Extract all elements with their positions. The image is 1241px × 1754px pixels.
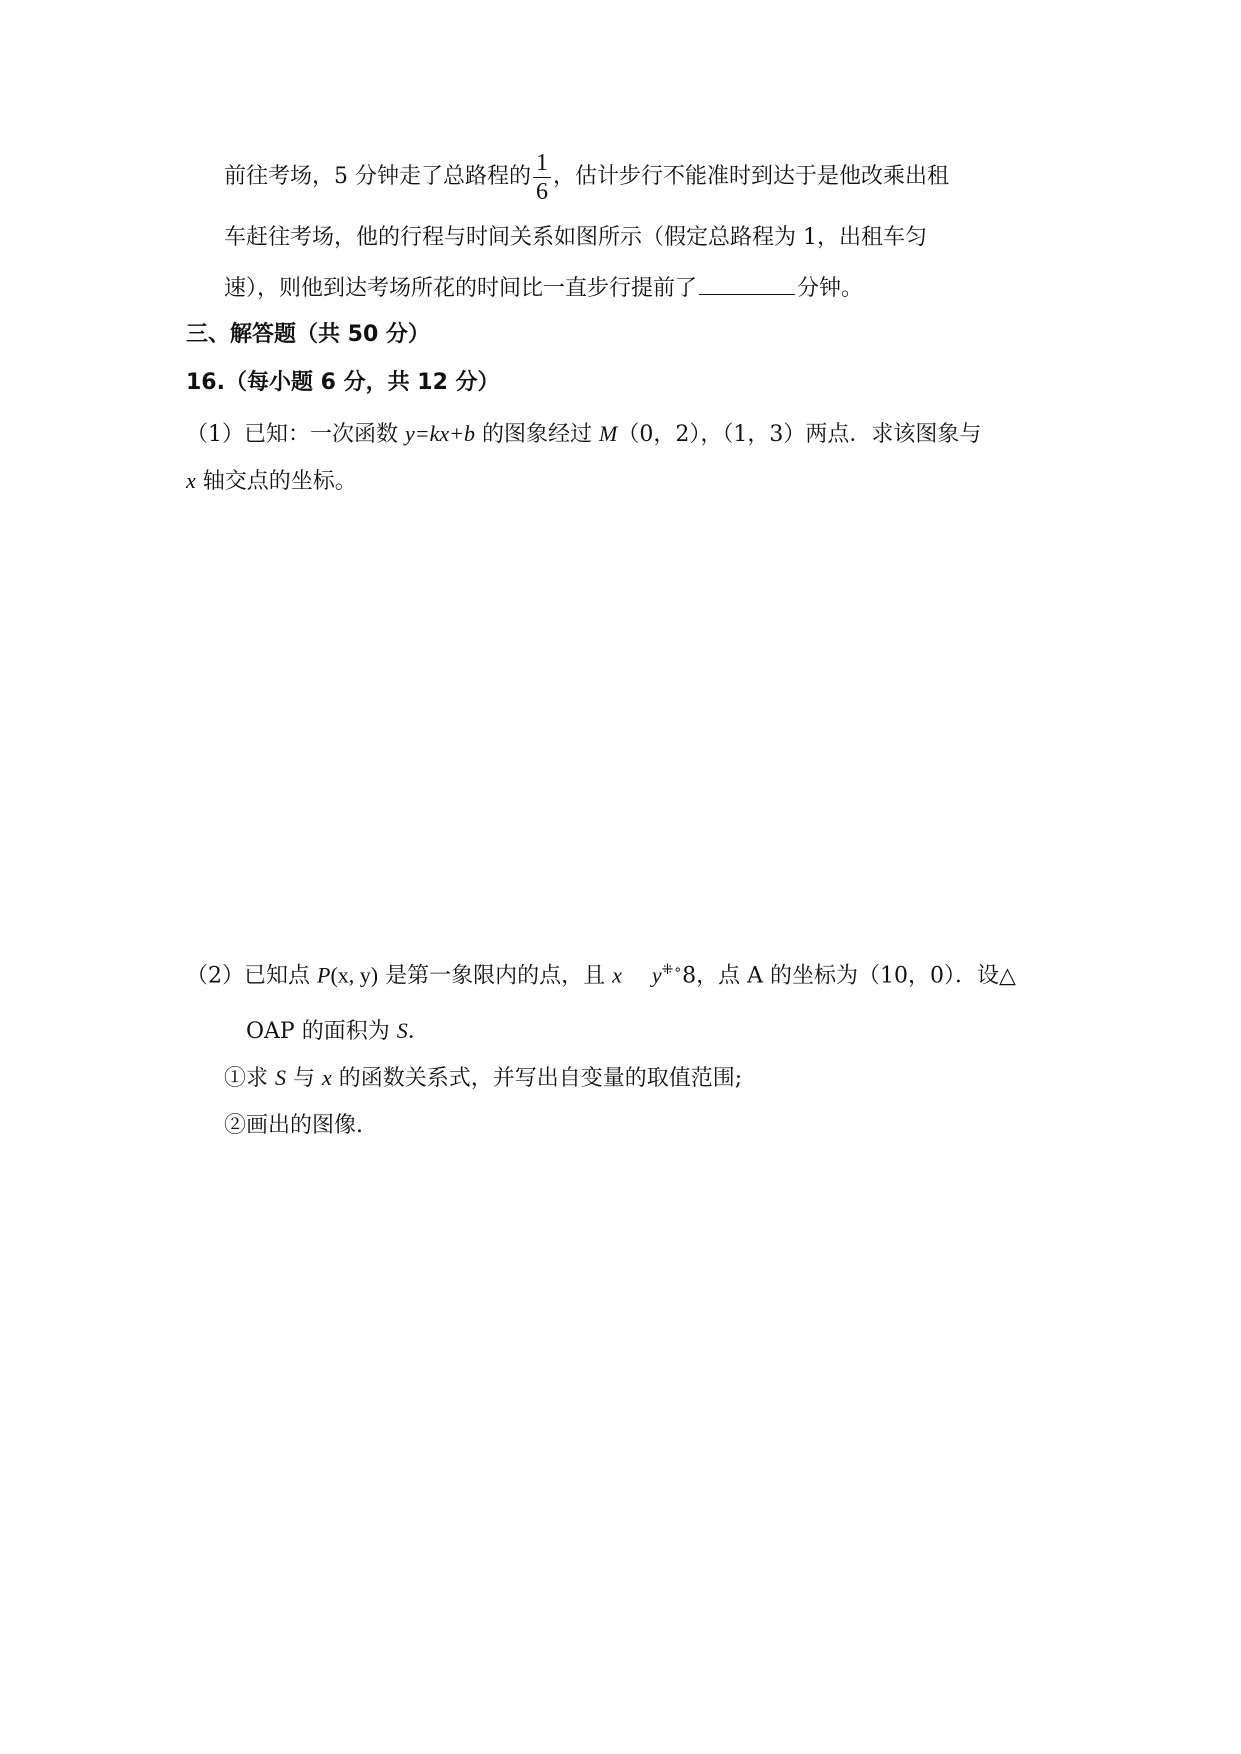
q16-part2-text-b: 是第一象限内的点，且 (378, 963, 613, 989)
q16-part2-item-1-s: S (275, 1065, 286, 1090)
q16-part1-x-var: x (186, 468, 196, 493)
q16-part1-line-2 (186, 466, 357, 497)
q16-part2-item-1-x: x (322, 1065, 332, 1090)
q16-part2-point-args: (x, y) (330, 962, 379, 988)
q15-line-1 (224, 147, 949, 207)
q15-line-1-text-a: 前往考场，5 分钟走了总路程的 (224, 164, 531, 189)
q16-title: 16.（每小题 6 分，共 12 分） (186, 370, 500, 395)
q16-part1-text-a: （1）已知：一次函数 (186, 422, 405, 447)
q16-heading (186, 368, 500, 398)
q16-part1-line-1 (186, 419, 981, 450)
q16-part2-point-p: P (317, 962, 331, 988)
q16-part2-item-2 (224, 1111, 363, 1141)
q16-part2-item-1-b: 与 (286, 1066, 322, 1091)
fraction-numerator: 1 (533, 149, 551, 178)
q16-part2-cond-x: x (612, 962, 622, 988)
q16-part2-item-1 (224, 1063, 742, 1094)
q16-part2-item-1-c: 的函数关系式，并写出自变量的取值范围; (331, 1066, 743, 1091)
section-3-heading (186, 320, 430, 350)
answer-blank (699, 272, 795, 295)
q16-part2-item-2-text: ②画出的图像. (224, 1113, 363, 1138)
q16-part2-text-d: ． (407, 1019, 430, 1044)
q16-part1-point-m: M (599, 421, 618, 446)
q16-part1-text-b: 的图象经过 (475, 422, 599, 447)
q16-part2-cond-y: y (651, 962, 662, 988)
q16-part2-item-1-a: ①求 (224, 1066, 275, 1091)
q16-part2-area-s: S (396, 1018, 408, 1043)
q16-part1-function: y=kx+b (405, 421, 475, 446)
q16-part1-text-c: （0，2），（1，3）两点．求该图象与 (617, 422, 982, 447)
q15-line-2 (224, 223, 927, 253)
q15-line-2-text: 车赶往考场，他的行程与时间关系如图所示（假定总路程为 1，出租车匀 (224, 225, 927, 250)
q16-part1-text-d: 轴交点的坐标。 (195, 469, 357, 494)
section-3-title: 三、解答题（共 50 分） (186, 322, 430, 347)
q16-part2-text-a: （2）已知点 (186, 963, 317, 989)
q16-part2-text-c: OAP 的面积为 (246, 1019, 397, 1044)
q16-part2-cond-mark: ⁜∘ (661, 962, 683, 978)
q16-part2-cond-val: 8，点 A 的坐标为（10，0）．设△ (682, 963, 1016, 989)
fraction-one-sixth (533, 149, 551, 206)
fraction-denominator: 6 (536, 178, 548, 205)
q16-part2-line-1 (186, 955, 1016, 991)
q15-line-3 (224, 272, 863, 304)
q15-line-3-text-b: 分钟。 (797, 276, 864, 301)
q15-line-3-text-a: 速），则他到达考场所花的时间比一直步行提前了 (224, 276, 698, 301)
q16-part2-line-2 (246, 1016, 430, 1047)
q15-line-1-text-b: ，估计步行不能准时到达于是他改乘出租 (553, 164, 950, 189)
